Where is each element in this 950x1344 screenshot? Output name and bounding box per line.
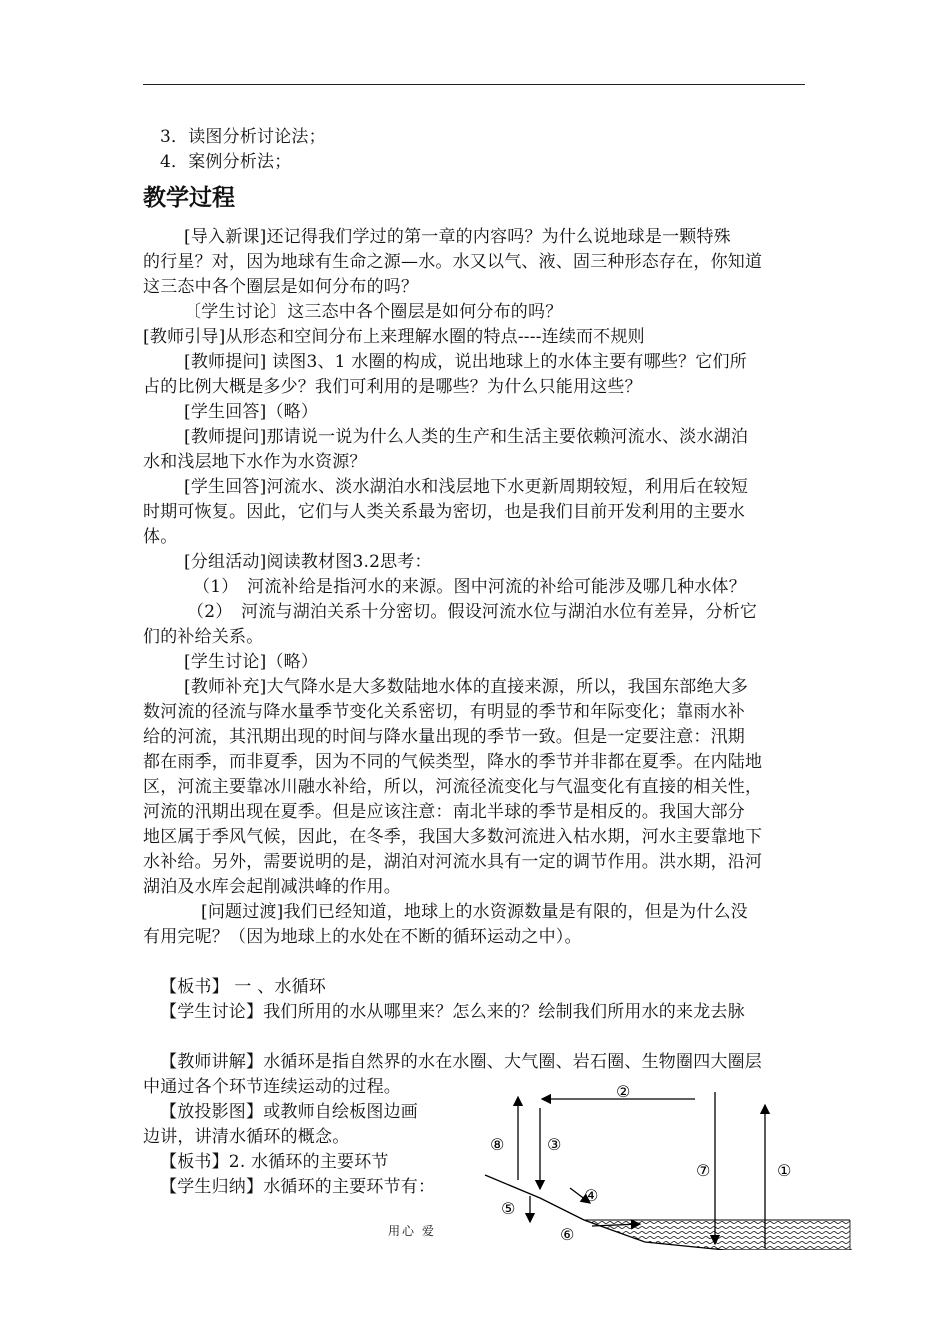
text-line: 地区属于季风气候，因此，在冬季，我国大多数河流进入枯水期，河水主要靠地下 [143,827,763,847]
text-line: 【学生归纳】水循环的主要环节有： [160,1177,436,1197]
water-cycle-diagram [480,1070,860,1250]
text-line: 中通过各个环节连续运动的过程。 [143,1077,401,1097]
text-line: 们的补给关系。 [143,627,264,647]
text-line: 【放投影图】或教师自绘板图边画 [160,1102,418,1122]
diagram-label: ⑧ [490,1135,505,1154]
text-line: （2） 河流与湖泊关系十分密切。假设河流水位与湖泊水位有差异，分析它 [187,602,758,622]
text-line: 【教师讲解】水循环是指自然界的水在水圈、大气圈、岩石圈、生物圈四大圈层 [160,1052,762,1072]
text-line: [教师提问]那请说一说为什么人类的生产和生活主要依赖河流水、淡水湖泊 [184,427,749,447]
method-item: 4．案例分析法； [160,152,292,172]
text-line: [导入新课]还记得我们学过的第一章的内容吗？为什么说地球是一颗特殊 [184,227,731,247]
text-line: [教师引导]从形态和空间分布上来理解水圈的特点----连续而不规则 [143,327,645,347]
text-line: 占的比例大概是多少？我们可利用的是哪些？为什么只能用这些？ [143,377,642,397]
text-line: 都在雨季，而非夏季，因为不同的气候类型，降水的季节并非都在夏季。在内陆地 [143,752,763,772]
text-line: （1） 河流补给是指河水的来源。图中河流的补给可能涉及哪几种水体？ [193,577,746,597]
text-line: 这三态中各个圈层是如何分布的吗？ [143,277,419,297]
text-line: 水补给。另外，需要说明的是，湖泊对河流水具有一定的调节作用。洪水期，沿河 [143,852,763,872]
text-line: 【板书】 一 、水循环 [160,977,327,997]
text-line: [问题过渡]我们已经知道，地球上的水资源数量是有限的，但是为什么没 [201,902,748,922]
method-item: 3．读图分析讨论法； [160,127,326,147]
diagram-label: ⑥ [560,1225,575,1244]
text-line: 的行星？对，因为地球有生命之源—水。水又以气、液、固三种形态存在，你知道 [143,252,763,272]
text-line: 数河流的径流与降水量季节变化关系密切，有明显的季节和年际变化；靠雨水补 [143,702,745,722]
diagram-label: ③ [547,1135,562,1154]
text-line: [学生讨论]（略） [184,652,319,672]
text-line: 湖泊及水库会起削减洪峰的作用。 [143,877,401,897]
text-line: [教师提问] 读图3、1 水圈的构成，说出地球上的水体主要有哪些？它们所 [184,352,747,372]
page-footer: 用心 爱 [388,1224,436,1238]
text-line: 给的河流，其汛期出现的时间与降水量出现的季节一致。但是一定要注意：汛期 [143,727,745,747]
section-heading: 教学过程 [143,185,235,211]
text-line: 水和浅层地下水作为水资源？ [143,452,367,472]
diagram-label: ⑤ [501,1199,516,1218]
text-line: [教师补充]大气降水是大多数陆地水体的直接来源，所以，我国东部绝大多 [184,677,749,697]
diagram-label: ⑦ [696,1161,711,1180]
text-line: 【学生讨论】我们所用的水从哪里来？怎么来的？绘制我们所用水的来龙去脉 [160,1002,745,1022]
text-line: 边讲，讲清水循环的概念。 [143,1127,350,1147]
text-line: 时期可恢复。因此，它们与人类关系最为密切，也是我们目前开发利用的主要水 [143,502,745,522]
text-line: [分组活动]阅读教材图3.2思考： [184,552,432,572]
text-line: 区，河流主要靠冰川融水补给，所以，河流径流变化与气温变化有直接的相关性， [143,777,763,797]
text-line: 有用完呢？（因为地球上的水处在不断的循环运动之中）。 [143,927,582,947]
text-line: 〔学生讨论〕这三态中各个圈层是如何分布的吗？ [184,302,563,322]
text-line: [学生回答]河流水、淡水湖泊水和浅层地下水更新周期较短，利用后在较短 [184,477,749,497]
text-line: 体。 [143,527,178,547]
header-rule [143,84,805,85]
diagram-label: ① [777,1161,792,1180]
diagram-label: ④ [584,1186,599,1205]
text-line: [学生回答]（略） [184,402,319,422]
diagram-label: ② [616,1082,631,1101]
text-line: 【板书】2. 水循环的主要环节 [160,1152,389,1172]
text-line: 河流的汛期出现在夏季。但是应该注意：南北半球的季节是相反的。我国大部分 [143,802,745,822]
